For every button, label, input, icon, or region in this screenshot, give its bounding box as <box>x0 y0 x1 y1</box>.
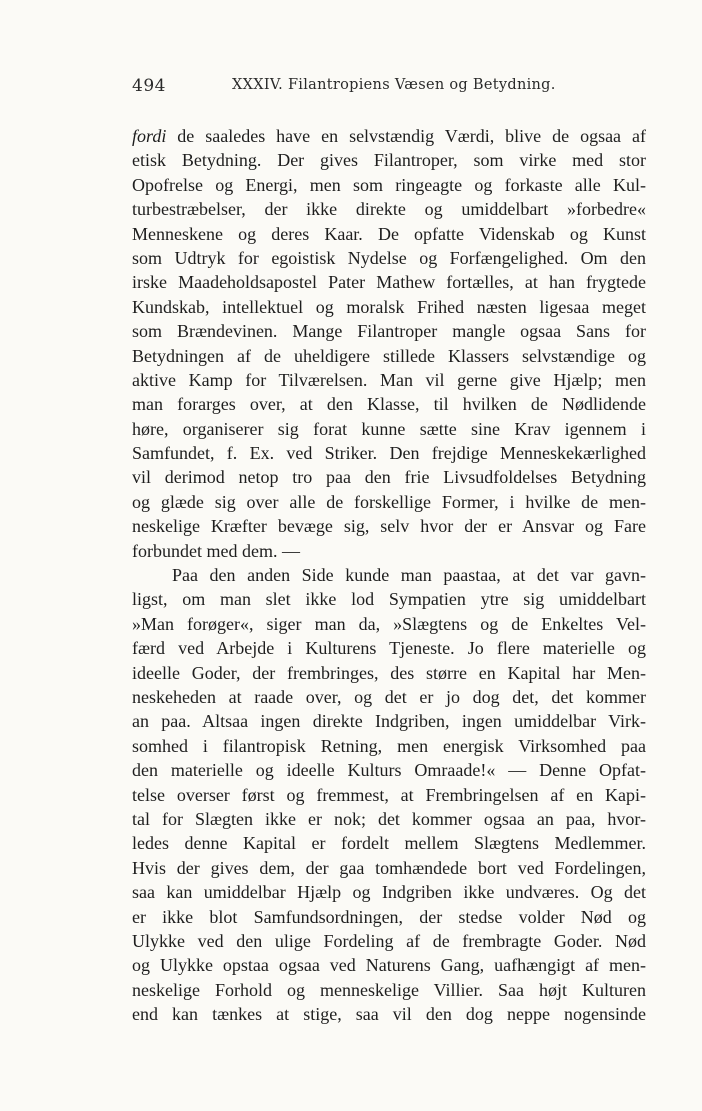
italic-word: fordi <box>132 126 167 146</box>
line-text: Betydningen af de uheldigere stillede Klassers selvstændige og <box>132 345 646 366</box>
line-text: de saaledes have en selvstændig Værdi, blive de ogsaa af <box>166 126 646 146</box>
text-line <box>132 222 646 246</box>
text-line <box>132 734 646 758</box>
text-line <box>132 148 646 172</box>
text-line <box>132 758 646 782</box>
line-text: etisk Betydning. Der gives Filantroper, som virke med stor <box>132 150 646 171</box>
text-line <box>132 636 646 660</box>
line-text: Opofrelse og Energi, men som ringeagte og forkaste alle Kul- <box>132 174 646 195</box>
line-text: neskelige Kræfter bevæge sig, selv hvor der er Ansvar og Fare <box>132 516 646 537</box>
line-text: tal for Slægten ikke er nok; det kommer ogsaa an paa, hvor- <box>132 808 646 829</box>
text-line <box>132 661 646 685</box>
text-line <box>132 270 646 294</box>
text-line <box>132 953 646 977</box>
text-line <box>132 197 646 221</box>
line-text: ideelle Goder, der frembringes, des større en Kapital har Men- <box>132 662 646 683</box>
line-text: Hvis der gives dem, der gaa tomhændede bort ved Fordelingen, <box>132 857 646 878</box>
line-text: den materielle og ideelle Kulturs Omraade!« — Denne Opfat- <box>132 760 646 781</box>
line-text: somhed i filantropisk Retning, men energisk Virksomhed paa <box>132 735 646 756</box>
text-line <box>132 539 646 563</box>
text-line <box>132 246 646 270</box>
line-text: er ikke blot Samfundsordningen, der stedse volder Nød og <box>132 906 646 927</box>
text-line <box>132 295 646 319</box>
text-line <box>132 490 646 514</box>
line-text: færd ved Arbejde i Kulturens Tjeneste. Jo flere materielle og <box>132 638 646 659</box>
line-text: vil derimod netop tro paa den frie Livsudfoldelses Betydning <box>132 467 646 488</box>
line-text: turbestræbelser, der ikke direkte og umiddelbart »forbedre« <box>132 199 646 220</box>
line-text: Paa den anden Side kunde man paastaa, at det var gavn- <box>172 565 646 586</box>
text-line <box>132 368 646 392</box>
line-text: ligst, om man slet ikke lod Sympatien ytre sig umiddelbart <box>132 589 646 610</box>
text-line <box>132 563 646 587</box>
text-line <box>132 173 646 197</box>
line-text: ledes denne Kapital er fordelt mellem Slægtens Medlemmer. <box>132 833 646 854</box>
text-line <box>132 880 646 904</box>
text-line <box>132 807 646 831</box>
text-line <box>132 929 646 953</box>
line-text: neskelige Forhold og menneskelige Villier. Saa højt Kulturen <box>132 979 646 1000</box>
line-text: og glæde sig over alle de forskellige Former, i hvilke de men- <box>132 491 646 512</box>
text-line <box>132 856 646 880</box>
page-number: 494 <box>132 76 166 96</box>
text-line <box>132 783 646 807</box>
text-line <box>132 905 646 929</box>
text-line <box>132 709 646 733</box>
text-line <box>132 465 646 489</box>
line-text: og Ulykke opstaa ogsaa ved Naturens Gang, uafhængigt af men- <box>132 955 646 976</box>
text-line <box>132 124 646 148</box>
text-line <box>132 319 646 343</box>
text-line <box>132 685 646 709</box>
text-line <box>132 978 646 1002</box>
line-text: som Udtryk for egoistisk Nydelse og Forfængelighed. Om den <box>132 247 646 268</box>
line-text: man forarges over, at den Klasse, til hvilken de Nødlidende <box>132 394 646 415</box>
line-text: Menneskene og deres Kaar. De opfatte Videnskab og Kunst <box>132 223 646 244</box>
line-text: saa kan umiddelbar Hjælp og Indgriben ikke undværes. Og det <box>132 882 646 903</box>
line-text: »Man forøger«, siger man da, »Slægtens og de Enkeltes Vel- <box>132 613 646 634</box>
text-line <box>132 514 646 538</box>
running-title: XXXIV. Filantropiens Væsen og Betydning. <box>232 77 556 93</box>
text-line <box>132 417 646 441</box>
line-text: an paa. Altsaa ingen direkte Indgriben, ingen umiddelbar Virk- <box>132 711 646 732</box>
line-text: aktive Kamp for Tilværelsen. Man vil gerne give Hjælp; men <box>132 369 646 390</box>
line-text: høre, organiserer sig forat kunne sætte sine Krav igennem i <box>132 418 646 439</box>
page-header <box>132 76 646 102</box>
text-line <box>132 392 646 416</box>
text-line <box>132 831 646 855</box>
line-text: Ulykke ved den ulige Fordeling af de frembragte Goder. Nød <box>132 930 646 951</box>
body-text <box>132 124 646 1026</box>
line-text: end kan tænkes at stige, saa vil den dog neppe nogensinde <box>132 1004 646 1025</box>
text-line <box>132 612 646 636</box>
line-text: Kundskab, intellektuel og moralsk Frihed næsten ligesaa meget <box>132 296 646 317</box>
line-text: irske Maadeholdsapostel Pater Mathew fortælles, at han frygtede <box>132 272 646 293</box>
line-text: forbundet med dem. — <box>132 540 300 561</box>
line-text: telse overser først og fremmest, at Frembringelsen af en Kapi- <box>132 784 646 805</box>
line-text: Samfundet, f. Ex. ved Striker. Den frejdige Menneskekærlighed <box>132 443 646 464</box>
text-line <box>132 441 646 465</box>
text-line <box>132 1002 646 1026</box>
text-line <box>132 344 646 368</box>
line-text: som Brændevinen. Mange Filantroper mangle ogsaa Sans for <box>132 321 646 342</box>
line-text: neskeheden at raade over, og det er jo dog det, det kommer <box>132 686 646 707</box>
text-line <box>132 587 646 611</box>
